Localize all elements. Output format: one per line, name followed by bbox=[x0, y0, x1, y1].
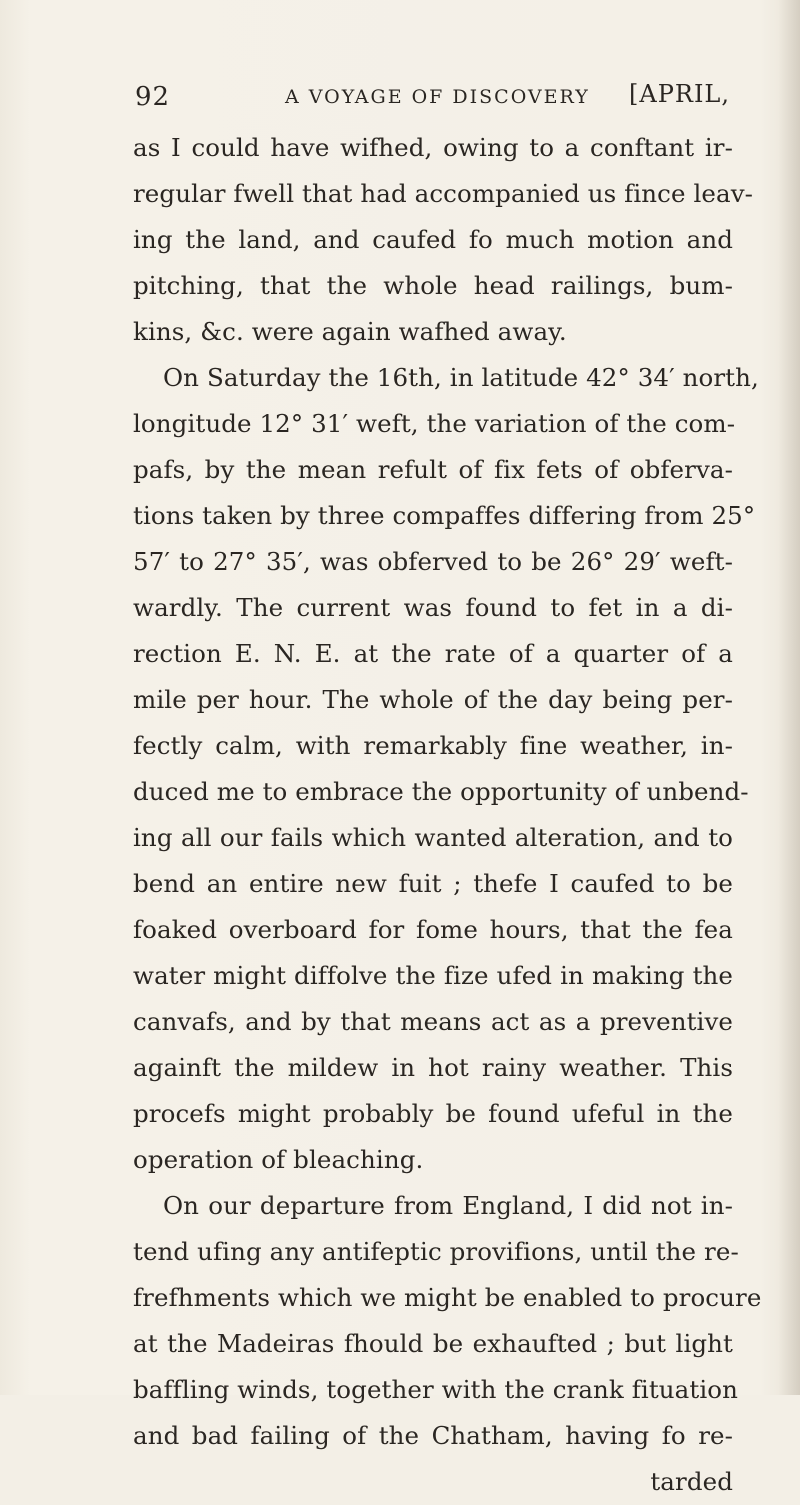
text-line: baffling winds, together with the crank fituation bbox=[133, 1375, 738, 1404]
text-line: rection E. N. E. at the rate of a quarter of a bbox=[133, 639, 733, 668]
text-line: regular fwell that had accompanied us fince leav- bbox=[133, 179, 754, 208]
text-line: pafs, by the mean refult of fix fets of obferva- bbox=[133, 455, 733, 484]
text-line: longitude 12° 31′ weft, the variation of the com- bbox=[133, 409, 736, 438]
text-line: canvafs, and by that means act as a preventive bbox=[133, 1007, 733, 1036]
catchword: tarded bbox=[650, 1467, 733, 1496]
text-line: pitching, that the whole head railings, bum- bbox=[133, 271, 733, 300]
running-date: [APRIL, bbox=[629, 80, 730, 108]
text-line: mile per hour. The whole of the day being per- bbox=[133, 685, 733, 714]
text-line: tions taken by three compaffes differing from 25° bbox=[133, 501, 756, 530]
text-line: tend ufing any antifeptic provifions, until the re- bbox=[133, 1237, 739, 1266]
text-line: frefhments which we might be enabled to procure bbox=[133, 1283, 762, 1312]
text-line: kins, &c. were again wafhed away. bbox=[133, 317, 567, 346]
text-line: and bad failing of the Chatham, having fo re- bbox=[133, 1421, 733, 1450]
text-line: On Saturday the 16th, in latitude 42° 34′ north, bbox=[163, 363, 759, 392]
page-number: 92 bbox=[135, 82, 171, 112]
text-line: 57′ to 27° 35′, was obferved to be 26° 29′ weft- bbox=[133, 547, 733, 576]
text-line: duced me to embrace the opportunity of unbend- bbox=[133, 777, 749, 806]
body-text bbox=[133, 125, 762, 1505]
text-line: ing the land, and caufed fo much motion and bbox=[133, 225, 733, 254]
text-line: wardly. The current was found to fet in a di- bbox=[133, 593, 733, 622]
text-line: foaked overboard for fome hours, that the fea bbox=[133, 915, 733, 944]
text-line: procefs might probably be found ufeful in the bbox=[133, 1099, 733, 1128]
text-line: operation of bleaching. bbox=[133, 1145, 424, 1174]
text-line: On our departure from England, I did not in- bbox=[163, 1191, 733, 1220]
text-line: as I could have wifhed, owing to a conftant ir- bbox=[133, 133, 733, 162]
text-line: bend an entire new fuit ; thefe I caufed to be bbox=[133, 869, 733, 898]
text-line: fectly calm, with remarkably fine weather, in- bbox=[133, 731, 733, 760]
text-line: at the Madeiras fhould be exhaufted ; but light bbox=[133, 1329, 733, 1358]
page-edge-shadow bbox=[778, 0, 800, 1395]
text-line: water might diffolve the fize ufed in making the bbox=[133, 961, 733, 990]
running-title: A VOYAGE OF DISCOVERY bbox=[285, 86, 590, 108]
text-line: againft the mildew in hot rainy weather. This bbox=[133, 1053, 733, 1082]
running-header bbox=[135, 78, 730, 122]
text-line: ing all our fails which wanted alteration, and to bbox=[133, 823, 733, 852]
